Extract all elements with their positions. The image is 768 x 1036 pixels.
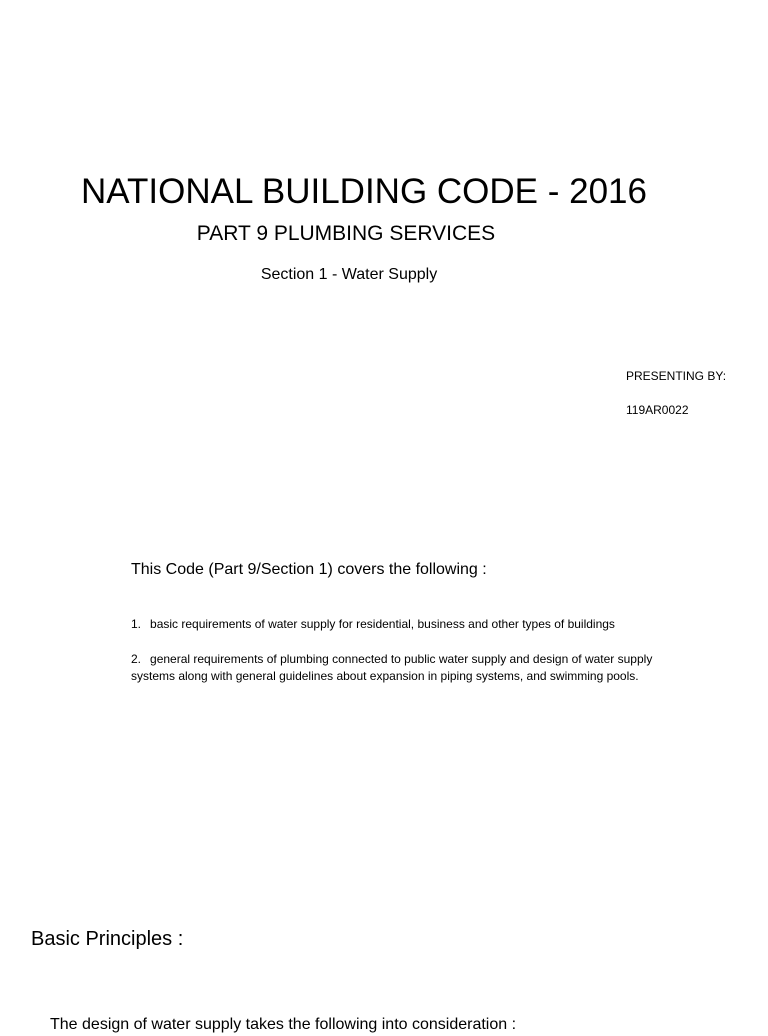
presenting-label: PRESENTING BY: <box>626 369 727 383</box>
list-item-text: basic requirements of water supply for residential, business and other types of buildings <box>150 617 615 631</box>
list-item-number: 1. <box>131 617 142 631</box>
basic-principles-intro: The design of water supply takes the following into consideration : <box>50 1016 517 1033</box>
section-subtitle: Section 1 - Water Supply <box>260 266 438 283</box>
covers-heading: This Code (Part 9/Section 1) covers the following : <box>131 561 487 578</box>
basic-principles-heading: Basic Principles : <box>31 928 184 950</box>
part-subtitle: PART 9 PLUMBING SERVICES <box>196 222 496 245</box>
list-item-number: 2. <box>131 652 142 666</box>
document-title: NATIONAL BUILDING CODE - 2016 <box>81 172 647 211</box>
presenter-id: 119AR0022 <box>626 403 689 417</box>
list-item <box>131 616 615 632</box>
list-item-text: general requirements of plumbing connected to public water supply and design of water supply systems along with general guidelines about expansion in piping systems, and swimming pools. <box>131 652 653 683</box>
list-item <box>131 651 681 685</box>
